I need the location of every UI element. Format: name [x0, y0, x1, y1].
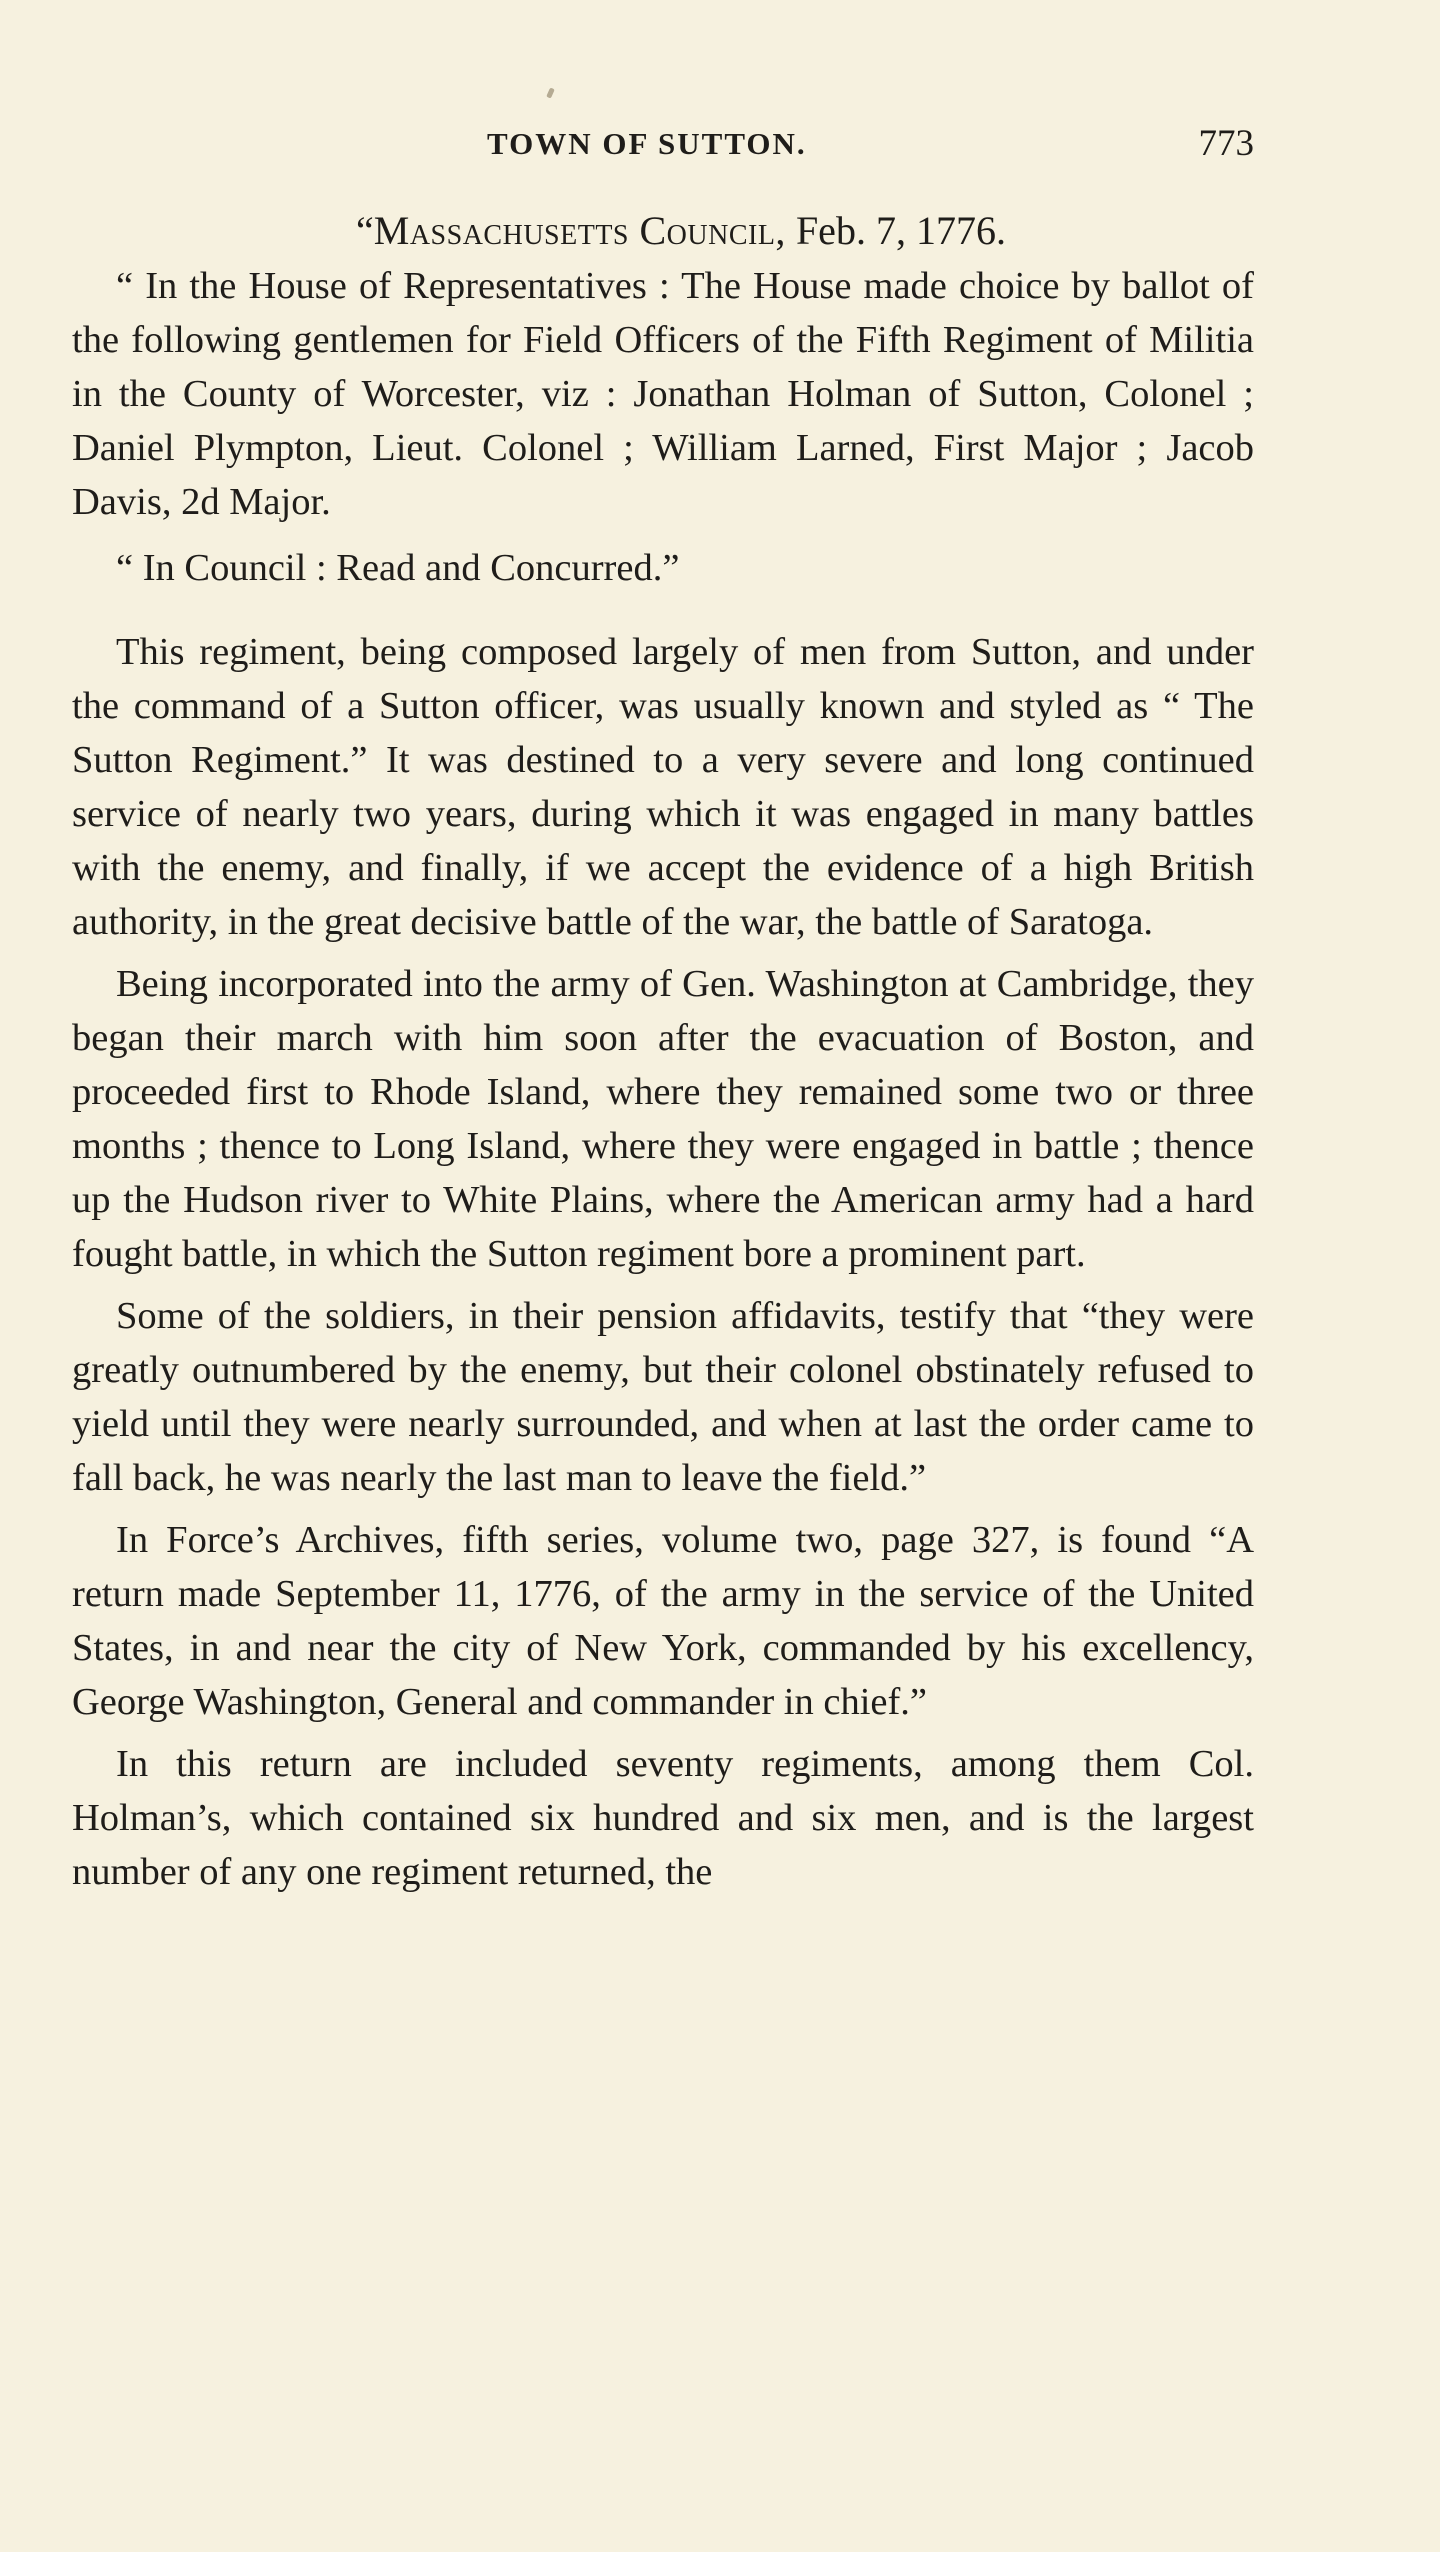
- paragraph-pension-affidavits: Some of the soldiers, in their pension affidavits, testify that “they were greatly outnumbered by the enemy, but their colonel obstinately refused to yield until they were nearly surrounded, and when at last the order came to fall back, he was nearly the last man to leave the field.”: [72, 1295, 1254, 1499]
- paragraph-sutton-regiment: This regiment, being composed largely of men from Sutton, and under the command of a Sutton officer, was usually known and styled as “ The Sutton Regiment.” It was destined to a very severe and long continued service of nearly two years, during which it was engaged in many battles with the enemy, and finally, if we accept the evidence of a high British authority, in the great decisive battle of the war, the battle of Saratoga.: [72, 631, 1254, 943]
- council-open-quote: “: [356, 208, 374, 253]
- resolution-quote: [72, 259, 1254, 595]
- running-title: TOWN OF SUTTON.: [487, 126, 807, 161]
- paper-speck: [546, 87, 555, 98]
- paragraph-march: Being incorporated into the army of Gen. Washington at Cambridge, they began their march with him soon after the evacuation of Boston, and proceeded first to Rhode Island, where they remained some two or three months ; thence to Long Island, where they were engaged in battle ; thence up the Hudson river to White Plains, where the American army had a hard fought battle, in which the Sutton regiment bore a prominent part.: [72, 963, 1254, 1275]
- paragraph-return: In this return are included seventy regiments, among them Col. Holman’s, which contained six hundred and six men, and is the largest number of any one regiment returned, the: [72, 1743, 1254, 1893]
- council-dateline: [72, 205, 1254, 257]
- council-name: Massachusetts Council,: [373, 208, 786, 253]
- page-header: [72, 118, 1254, 178]
- book-page: [72, 118, 1254, 1899]
- council-date: Feb. 7, 1776.: [785, 208, 1006, 253]
- resolution-paragraph: “ In the House of Representatives : The House made choice by ballot of the following gentlemen for Field Officers of the Fifth Regiment of Militia in the County of Worcester, viz : Jonathan Holman of Sutton, Colonel ; Daniel Plympton, Lieut. Colonel ; William Larned, First Major ; Jacob Davis, 2d Major.: [72, 265, 1254, 523]
- paragraph-force-archives: In Force’s Archives, fifth series, volume two, page 327, is found “A return made September 11, 1776, of the army in the service of the United States, in and near the city of New York, commanded by his excellency, George Washington, General and commander in chief.”: [72, 1519, 1254, 1723]
- page-number: 773: [1198, 123, 1254, 164]
- council-concurrence: “ In Council : Read and Concurred.”: [116, 547, 680, 589]
